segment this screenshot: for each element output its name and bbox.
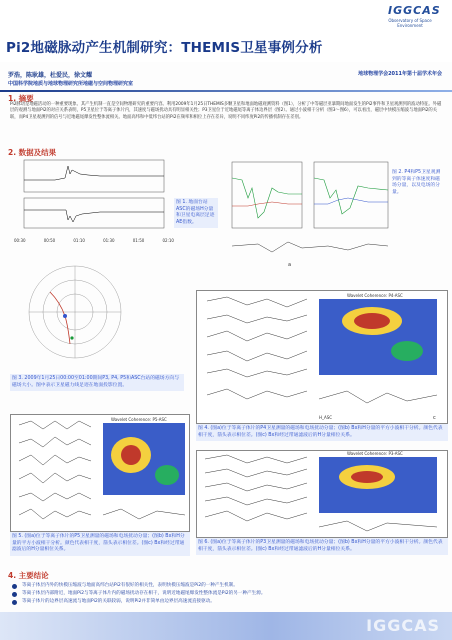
logo-subtitle: Observatory of Space Environment	[388, 18, 432, 28]
conclusion-text: 等离子体层内部附近，地面Pi2与等离子体片内的磁场扰动存在相干，说明近地磁尾爆发性整体流是Pi2的另一种产生源。	[22, 591, 266, 596]
figure-3-caption: 图 3. 2009年1月25日00:00至01:00期间P3, P4, P5和ASC台站的磁场方向与磁场大小。图中表示卫星磁力线足迹在地面投影位置。	[10, 374, 184, 391]
figure-5-caption: 图 5. (图a)位于等离子体片的P5卫星测量的磁场和电场扰动分量；(图b) Bx和H分量的平方小波相干分析。颜色代表相干度，箭头表示相位差。(图c) Bx和经过带通滤波后的H分量相位关系。	[10, 532, 190, 556]
abstract-heading: 1. 摘要	[8, 94, 34, 103]
figure-6-wavelet-title: Wavelet Coherence: P3-ASC	[347, 451, 403, 456]
authors: 罗浩，陈耿雄，杜爱民，徐文耀	[8, 72, 93, 79]
figure-5-plot	[10, 414, 190, 532]
conclusion-text: 等离子体片的边界层高速流与地面Pi2的关联较弱，说明Pi2并非简单由边界层高速流直接驱动。	[22, 599, 215, 604]
figure-2-svg	[218, 158, 390, 270]
time-tick: 01:10	[73, 238, 85, 243]
time-tick: 00:50	[43, 238, 56, 243]
figure-4-h-asc-label: H_ASC	[319, 415, 333, 420]
header-divider	[0, 90, 452, 92]
figure-4-plot	[196, 290, 448, 424]
poster-title: Pi2地磁脉动产生机制研究：THEMIS卫星事例分析	[6, 40, 323, 56]
figure-6-svg	[197, 451, 447, 537]
footer-band	[0, 612, 452, 640]
conclusions-list	[10, 582, 442, 606]
data-results-heading: 2. 数据及结果	[8, 148, 57, 157]
logo-word: IGGCAS	[388, 4, 441, 17]
conference-name: 地球物理学会2011年第十届学术年会	[358, 71, 442, 77]
figure-1-time-axis	[14, 238, 174, 243]
figure-4-sublabel-c: c	[433, 415, 436, 421]
footer-watermark: IGGCAS	[366, 616, 440, 635]
conclusion-text: 等离子体层内外的快模压缩波与地面高纬台站Pi2有很好的相关性，表明快模压缩波是Pi2的一种产生机制。	[22, 583, 238, 588]
conclusion-item	[10, 598, 442, 606]
figure-2-sublabel-a: a	[288, 262, 292, 268]
affiliation: 中国科学院地质与地球物理研究所地磁与空间物理研究室	[8, 81, 134, 87]
iggcas-logo	[378, 4, 442, 44]
conclusions-heading: 4. 主要结论	[8, 571, 49, 580]
figure-6-caption: 图 6. (图a)位于等离子体片的P3卫星测量的磁场和电场扰动分量；(图b) Bx和H分量的平方小波相干分析。颜色代表相干度，箭头表示相位差。(图c) Bx和经过带通滤波后的H分量相位关系。	[196, 538, 448, 555]
abstract-text: Pi2脉动是地磁活动的一种重要现象。其产生机制一直是空间物理研究的重要内容。利用2009年1月25日THEMIS多颗卫星和地面地磁观测资料（图1），分析了中等磁层亚暴期间地面发生的Pi2事件和卫星观测到的波动特征。外磁层的观测与地面Pi2的对应关系表明，P5卫星位于等离子体片内，其速度与磁场扰动具有明显相关性；P3卫星位于近地磁尾等离子体边界层（图2）。通过小波相干分析（图3～图6），可以看出，磁层中快模压缩波与地面Pi2的关联，而P4卫星观测到的信号与近地磁尾爆发性整体流相关。地面高纬和中低纬台站的Pi2在频率和相位上存在差异，说明不同纬度Pi2的传播机制存在差别。	[10, 102, 442, 120]
header	[0, 0, 452, 62]
conclusion-item	[10, 582, 442, 590]
time-tick: 02:10	[162, 238, 174, 243]
bullet-icon	[12, 592, 17, 597]
figure-5-wavelet-title: Wavelet Coherence: P5-ASC	[111, 417, 167, 422]
figure-4-wavelet-title: Wavelet Coherence: P4-ASC	[347, 293, 403, 298]
figure-4-svg	[197, 291, 447, 423]
figure-2-caption: 图 2. P4和P5卫星观测到的等离子体速度和磁场分量，以及电场的分量。	[392, 170, 441, 195]
time-tick: 01:50	[132, 238, 145, 243]
figure-4-caption: 图 4. (图a)位于等离子体片的P4卫星测量的磁场和电场扰动分量；(图b) Bx和H分量的平方小波相干分析。颜色代表相干度，箭头表示相位差。(图c) Bx和经过带通滤波后的H分量相位关系。	[196, 424, 448, 441]
figure-1-caption: 图 1. 地面台站ASC的磁场H分量和卫星电离层足迹AE指数。	[174, 198, 218, 228]
figure-1-svg	[10, 158, 168, 236]
time-tick: 01:30	[103, 238, 115, 243]
bullet-icon	[12, 584, 17, 589]
figure-1-plot	[10, 158, 168, 236]
conclusion-item	[10, 590, 442, 598]
figure-6-plot	[196, 450, 448, 538]
figure-5-svg	[11, 415, 189, 531]
time-tick: 00:30	[14, 238, 26, 243]
figure-3-plot	[10, 256, 140, 376]
bullet-icon	[12, 600, 17, 605]
figure-2-plot	[218, 158, 390, 270]
figure-3-svg	[10, 256, 140, 376]
